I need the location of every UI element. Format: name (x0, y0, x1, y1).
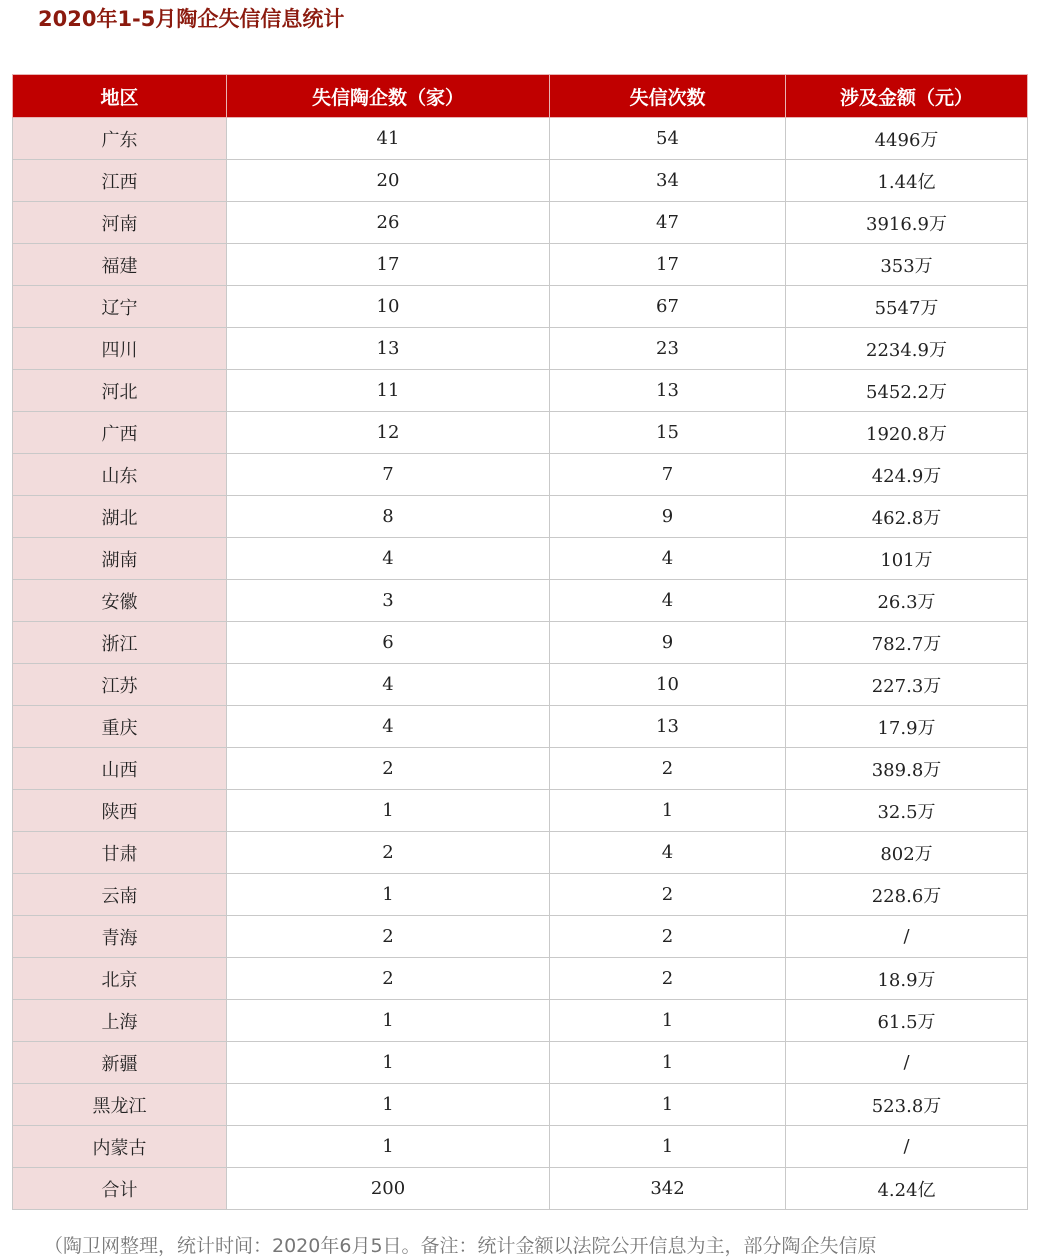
cell-amount: 353万 (786, 244, 1028, 286)
table-row (13, 1000, 1028, 1042)
cell-amount: 1.44亿 (786, 160, 1028, 202)
table-row (13, 748, 1028, 790)
cell-amount: 424.9万 (786, 454, 1028, 496)
table-row (13, 412, 1028, 454)
cell-amount: 17.9万 (786, 706, 1028, 748)
cell-region: 合计 (13, 1168, 227, 1210)
cell-violation-count: 1 (550, 1084, 786, 1126)
cell-amount: 4.24亿 (786, 1168, 1028, 1210)
cell-amount: 228.6万 (786, 874, 1028, 916)
cell-amount: 2234.9万 (786, 328, 1028, 370)
cell-company-count: 17 (227, 244, 550, 286)
cell-violation-count: 4 (550, 580, 786, 622)
table-row (13, 1126, 1028, 1168)
cell-company-count: 1 (227, 874, 550, 916)
cell-violation-count: 67 (550, 286, 786, 328)
cell-company-count: 6 (227, 622, 550, 664)
cell-violation-count: 2 (550, 874, 786, 916)
cell-violation-count: 4 (550, 832, 786, 874)
header-company-count: 失信陶企数（家） (227, 75, 550, 118)
cell-region: 青海 (13, 916, 227, 958)
table-row (13, 1168, 1028, 1210)
cell-region: 云南 (13, 874, 227, 916)
table-row (13, 328, 1028, 370)
cell-amount: 4496万 (786, 118, 1028, 160)
table-header-row (13, 75, 1028, 118)
cell-region: 山西 (13, 748, 227, 790)
table-row (13, 160, 1028, 202)
table-row (13, 370, 1028, 412)
cell-violation-count: 9 (550, 622, 786, 664)
cell-amount: 802万 (786, 832, 1028, 874)
cell-amount: / (786, 916, 1028, 958)
cell-violation-count: 1 (550, 1000, 786, 1042)
cell-region: 重庆 (13, 706, 227, 748)
cell-amount: 32.5万 (786, 790, 1028, 832)
table-row (13, 1084, 1028, 1126)
cell-amount: 5452.2万 (786, 370, 1028, 412)
cell-region: 上海 (13, 1000, 227, 1042)
cell-amount: 61.5万 (786, 1000, 1028, 1042)
table-row (13, 790, 1028, 832)
cell-company-count: 10 (227, 286, 550, 328)
cell-company-count: 4 (227, 664, 550, 706)
cell-region: 浙江 (13, 622, 227, 664)
cell-company-count: 26 (227, 202, 550, 244)
cell-violation-count: 23 (550, 328, 786, 370)
cell-company-count: 8 (227, 496, 550, 538)
cell-amount: 18.9万 (786, 958, 1028, 1000)
cell-company-count: 1 (227, 790, 550, 832)
table-row (13, 580, 1028, 622)
cell-amount: 523.8万 (786, 1084, 1028, 1126)
table-row (13, 916, 1028, 958)
cell-amount: 3916.9万 (786, 202, 1028, 244)
cell-violation-count: 2 (550, 748, 786, 790)
cell-region: 江西 (13, 160, 227, 202)
cell-region: 江苏 (13, 664, 227, 706)
table-row (13, 622, 1028, 664)
cell-region: 福建 (13, 244, 227, 286)
cell-violation-count: 13 (550, 706, 786, 748)
cell-region: 湖南 (13, 538, 227, 580)
cell-company-count: 2 (227, 916, 550, 958)
cell-region: 广西 (13, 412, 227, 454)
cell-company-count: 1 (227, 1042, 550, 1084)
stats-table (12, 74, 1028, 1210)
cell-violation-count: 47 (550, 202, 786, 244)
table-row (13, 244, 1028, 286)
table-row (13, 538, 1028, 580)
header-region: 地区 (13, 75, 227, 118)
cell-region: 四川 (13, 328, 227, 370)
table-row (13, 664, 1028, 706)
cell-violation-count: 13 (550, 370, 786, 412)
cell-company-count: 41 (227, 118, 550, 160)
cell-company-count: 4 (227, 538, 550, 580)
cell-region: 内蒙古 (13, 1126, 227, 1168)
cell-amount: 1920.8万 (786, 412, 1028, 454)
cell-region: 山东 (13, 454, 227, 496)
table-row (13, 958, 1028, 1000)
cell-company-count: 12 (227, 412, 550, 454)
cell-company-count: 2 (227, 958, 550, 1000)
cell-amount: 782.7万 (786, 622, 1028, 664)
table-row (13, 832, 1028, 874)
page-title: 2020年1-5月陶企失信信息统计 (38, 7, 345, 31)
cell-region: 甘肃 (13, 832, 227, 874)
cell-region: 黑龙江 (13, 1084, 227, 1126)
cell-region: 北京 (13, 958, 227, 1000)
cell-amount: 389.8万 (786, 748, 1028, 790)
cell-violation-count: 1 (550, 1126, 786, 1168)
cell-company-count: 1 (227, 1084, 550, 1126)
cell-region: 湖北 (13, 496, 227, 538)
cell-amount: / (786, 1042, 1028, 1084)
footnote: （陶卫网整理，统计时间：2020年6月5日。备注：统计金额以法院公开信息为主，部分陶企失信原 (44, 1235, 877, 1257)
cell-amount: / (786, 1126, 1028, 1168)
cell-company-count: 4 (227, 706, 550, 748)
cell-region: 河南 (13, 202, 227, 244)
cell-company-count: 13 (227, 328, 550, 370)
table-row (13, 454, 1028, 496)
cell-violation-count: 2 (550, 958, 786, 1000)
table-row (13, 496, 1028, 538)
table-row (13, 706, 1028, 748)
cell-company-count: 11 (227, 370, 550, 412)
cell-violation-count: 342 (550, 1168, 786, 1210)
table-row (13, 202, 1028, 244)
cell-company-count: 20 (227, 160, 550, 202)
cell-company-count: 2 (227, 748, 550, 790)
cell-region: 安徽 (13, 580, 227, 622)
cell-violation-count: 7 (550, 454, 786, 496)
cell-company-count: 3 (227, 580, 550, 622)
table-row (13, 1042, 1028, 1084)
header-amount: 涉及金额（元） (786, 75, 1028, 118)
cell-company-count: 2 (227, 832, 550, 874)
cell-violation-count: 17 (550, 244, 786, 286)
cell-violation-count: 54 (550, 118, 786, 160)
cell-company-count: 200 (227, 1168, 550, 1210)
cell-amount: 5547万 (786, 286, 1028, 328)
table-body (13, 118, 1028, 1210)
cell-violation-count: 10 (550, 664, 786, 706)
cell-company-count: 7 (227, 454, 550, 496)
table-row (13, 286, 1028, 328)
cell-violation-count: 15 (550, 412, 786, 454)
cell-region: 广东 (13, 118, 227, 160)
cell-region: 辽宁 (13, 286, 227, 328)
cell-violation-count: 9 (550, 496, 786, 538)
header-violation-count: 失信次数 (550, 75, 786, 118)
cell-violation-count: 1 (550, 790, 786, 832)
cell-amount: 101万 (786, 538, 1028, 580)
table-row (13, 118, 1028, 160)
cell-company-count: 1 (227, 1000, 550, 1042)
cell-amount: 26.3万 (786, 580, 1028, 622)
cell-violation-count: 1 (550, 1042, 786, 1084)
cell-company-count: 1 (227, 1126, 550, 1168)
cell-region: 新疆 (13, 1042, 227, 1084)
cell-region: 陕西 (13, 790, 227, 832)
cell-region: 河北 (13, 370, 227, 412)
cell-amount: 227.3万 (786, 664, 1028, 706)
cell-violation-count: 34 (550, 160, 786, 202)
cell-amount: 462.8万 (786, 496, 1028, 538)
table-row (13, 874, 1028, 916)
cell-violation-count: 4 (550, 538, 786, 580)
cell-violation-count: 2 (550, 916, 786, 958)
